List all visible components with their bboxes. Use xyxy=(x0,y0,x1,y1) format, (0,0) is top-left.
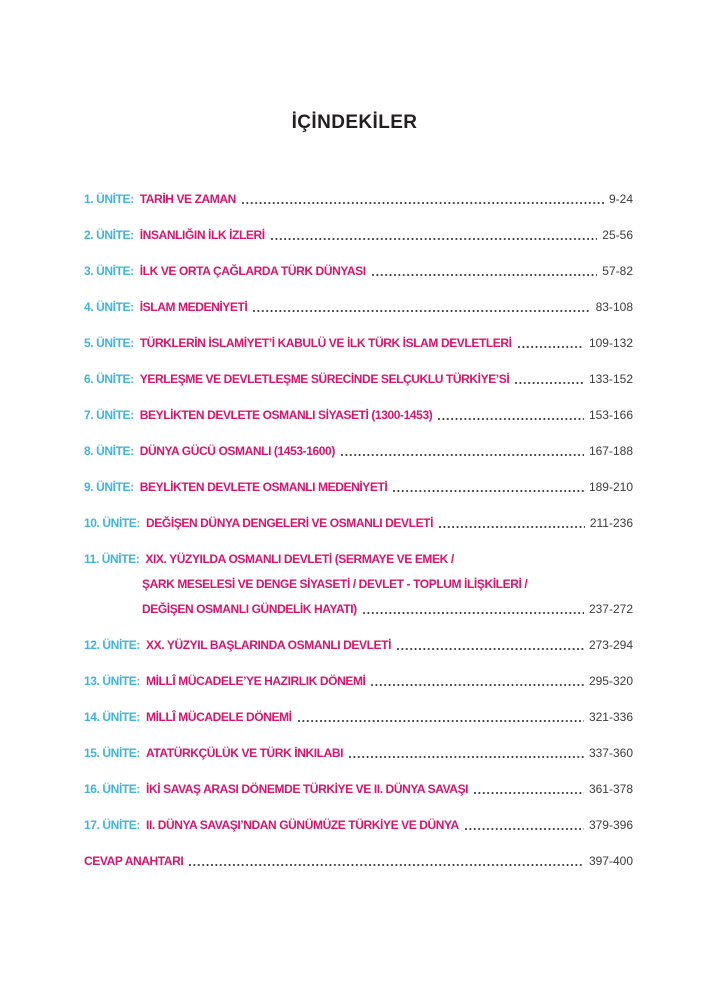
page-range: 189-210 xyxy=(588,480,633,494)
dotted-leader xyxy=(371,684,583,686)
unit-number: 10. ÜNİTE: xyxy=(84,516,141,530)
dotted-leader xyxy=(253,310,590,312)
toc-row xyxy=(84,638,633,653)
unit-number: 2. ÜNİTE: xyxy=(84,228,134,242)
unit-title: İKİ SAVAŞ ARASI DÖNEMDE TÜRKİYE VE II. DÜNYA SAVAŞI xyxy=(146,782,469,796)
unit-number: 15. ÜNİTE: xyxy=(84,746,141,760)
toc-entry-unit-13 xyxy=(84,674,633,689)
unit-title: MİLLÎ MÜCADELE’YE HAZIRLIK DÖNEMİ xyxy=(146,674,366,688)
page-range: 379-396 xyxy=(588,818,633,832)
toc-entry-unit-7 xyxy=(84,408,633,423)
page-range: 133-152 xyxy=(588,372,633,386)
unit-title: TARİH VE ZAMAN xyxy=(139,192,236,206)
page-range: 337-360 xyxy=(588,746,633,760)
toc-entry-unit-15 xyxy=(84,746,633,761)
toc-entry-unit-16 xyxy=(84,782,633,797)
unit-number: 3. ÜNİTE: xyxy=(84,264,134,278)
dotted-leader xyxy=(465,828,584,830)
dotted-leader xyxy=(397,648,584,650)
unit-title: MİLLÎ MÜCADELE DÖNEMİ xyxy=(146,710,292,724)
toc-entry-unit-1 xyxy=(84,192,633,207)
toc-row xyxy=(84,516,633,531)
toc-entry-unit-10 xyxy=(84,516,633,531)
toc-row xyxy=(84,552,633,567)
toc-row xyxy=(84,300,633,315)
page-range: 295-320 xyxy=(588,674,633,688)
toc-entry-answer-key xyxy=(84,854,633,869)
toc-row xyxy=(84,854,633,869)
toc-entry-unit-17 xyxy=(84,818,633,833)
toc-entry-unit-9 xyxy=(84,480,633,495)
page-range: 9-24 xyxy=(608,192,633,206)
dotted-leader xyxy=(518,346,584,348)
dotted-leader xyxy=(393,490,584,492)
page-range: 167-188 xyxy=(588,444,633,458)
toc-row-continuation xyxy=(84,602,633,617)
unit-title: XX. YÜZYIL BAŞLARINDA OSMANLI DEVLETİ xyxy=(146,638,392,652)
page-range: 237-272 xyxy=(588,602,633,616)
unit-title: DEĞİŞEN DÜNYA DENGELERİ VE OSMANLI DEVLETİ xyxy=(146,516,434,530)
unit-number: 16. ÜNİTE: xyxy=(84,782,141,796)
toc-entry-unit-14 xyxy=(84,710,633,725)
toc-row xyxy=(84,372,633,387)
page-range: 361-378 xyxy=(588,782,633,796)
toc-entry-unit-6 xyxy=(84,372,633,387)
unit-number: 12. ÜNİTE: xyxy=(84,638,141,652)
dotted-leader xyxy=(189,864,584,866)
page-range: 109-132 xyxy=(588,336,633,350)
dotted-leader xyxy=(298,720,584,722)
page-range: 153-166 xyxy=(588,408,633,422)
dotted-leader xyxy=(242,202,604,204)
unit-number: 13. ÜNİTE: xyxy=(84,674,141,688)
dotted-leader xyxy=(439,526,585,528)
page-range: 397-400 xyxy=(588,854,633,868)
dotted-leader xyxy=(438,418,584,420)
dotted-leader xyxy=(372,274,598,276)
unit-number: 7. ÜNİTE: xyxy=(84,408,134,422)
unit-title: İSLAM MEDENİYETİ xyxy=(139,300,248,314)
page-title: İÇİNDEKİLER xyxy=(291,112,418,133)
unit-number: 8. ÜNİTE: xyxy=(84,444,134,458)
toc-entry-unit-4 xyxy=(84,300,633,315)
unit-title: II. DÜNYA SAVAŞI’NDAN GÜNÜMÜZE TÜRKİYE VE DÜNYA xyxy=(146,818,459,832)
unit-title: ATATÜRKÇÜLÜK VE TÜRK İNKILABI xyxy=(146,746,344,760)
toc-entry-unit-5 xyxy=(84,336,633,351)
toc-row xyxy=(84,228,633,243)
dotted-leader xyxy=(349,756,584,758)
page-range: 57-82 xyxy=(602,264,633,278)
page-range: 321-336 xyxy=(588,710,633,724)
unit-title: YERLEŞME VE DEVLETLEŞME SÜRECİNDE SELÇUKLU TÜRKİYE’Sİ xyxy=(139,372,510,386)
dotted-leader xyxy=(363,612,584,614)
toc-row xyxy=(84,444,633,459)
unit-number: 11. ÜNİTE: xyxy=(84,552,140,566)
toc-row xyxy=(84,480,633,495)
unit-title: TÜRKLERİN İSLAMİYET’İ KABULÜ VE İLK TÜRK İSLAM DEVLETLERİ xyxy=(139,336,512,350)
toc-row xyxy=(84,336,633,351)
unit-title-line-3: DEĞİŞEN OSMANLI GÜNDELİK HAYATI) xyxy=(142,602,357,616)
unit-title: BEYLİKTEN DEVLETE OSMANLI SİYASETİ (1300-1453) xyxy=(139,408,433,422)
toc-entry-unit-11 xyxy=(84,552,633,617)
dotted-leader xyxy=(515,382,584,384)
unit-number: 14. ÜNİTE: xyxy=(84,710,141,724)
unit-title: İNSANLIĞIN İLK İZLERİ xyxy=(139,228,265,242)
page-range: 211-236 xyxy=(589,516,633,530)
page-range: 83-108 xyxy=(595,300,633,314)
toc-row xyxy=(84,264,633,279)
unit-title-line-2: ŞARK MESELESİ VE DENGE SİYASETİ / DEVLET - TOPLUM İLİŞKİLERİ / xyxy=(142,577,528,591)
toc-row xyxy=(84,674,633,689)
unit-number: 1. ÜNİTE: xyxy=(84,192,134,206)
unit-number: 6. ÜNİTE: xyxy=(84,372,134,386)
unit-title: BEYLİKTEN DEVLETE OSMANLI MEDENİYETİ xyxy=(139,480,388,494)
page-range: 273-294 xyxy=(588,638,633,652)
unit-title-line-1: XIX. YÜZYILDA OSMANLI DEVLETİ (SERMAYE VE EMEK / xyxy=(145,552,454,566)
page-range: 25-56 xyxy=(602,228,633,242)
unit-number: 17. ÜNİTE: xyxy=(84,818,141,832)
dotted-leader xyxy=(341,454,584,456)
unit-number: 4. ÜNİTE: xyxy=(84,300,134,314)
toc-row xyxy=(84,818,633,833)
toc-entry-unit-12 xyxy=(84,638,633,653)
toc-entry-unit-8 xyxy=(84,444,633,459)
toc-row xyxy=(84,782,633,797)
unit-title: İLK VE ORTA ÇAĞLARDA TÜRK DÜNYASI xyxy=(139,264,366,278)
unit-number: 9. ÜNİTE: xyxy=(84,480,134,494)
toc-row xyxy=(84,710,633,725)
dotted-leader xyxy=(474,792,584,794)
toc-row xyxy=(84,746,633,761)
table-of-contents xyxy=(84,192,633,890)
toc-row-continuation xyxy=(84,577,633,592)
unit-number: 5. ÜNİTE: xyxy=(84,336,134,350)
unit-title: DÜNYA GÜCÜ OSMANLI (1453-1600) xyxy=(139,444,335,458)
dotted-leader xyxy=(271,238,598,240)
toc-entry-unit-2 xyxy=(84,228,633,243)
toc-entry-unit-3 xyxy=(84,264,633,279)
toc-row xyxy=(84,192,633,207)
answer-key-label: CEVAP ANAHTARI xyxy=(84,854,184,868)
toc-row xyxy=(84,408,633,423)
